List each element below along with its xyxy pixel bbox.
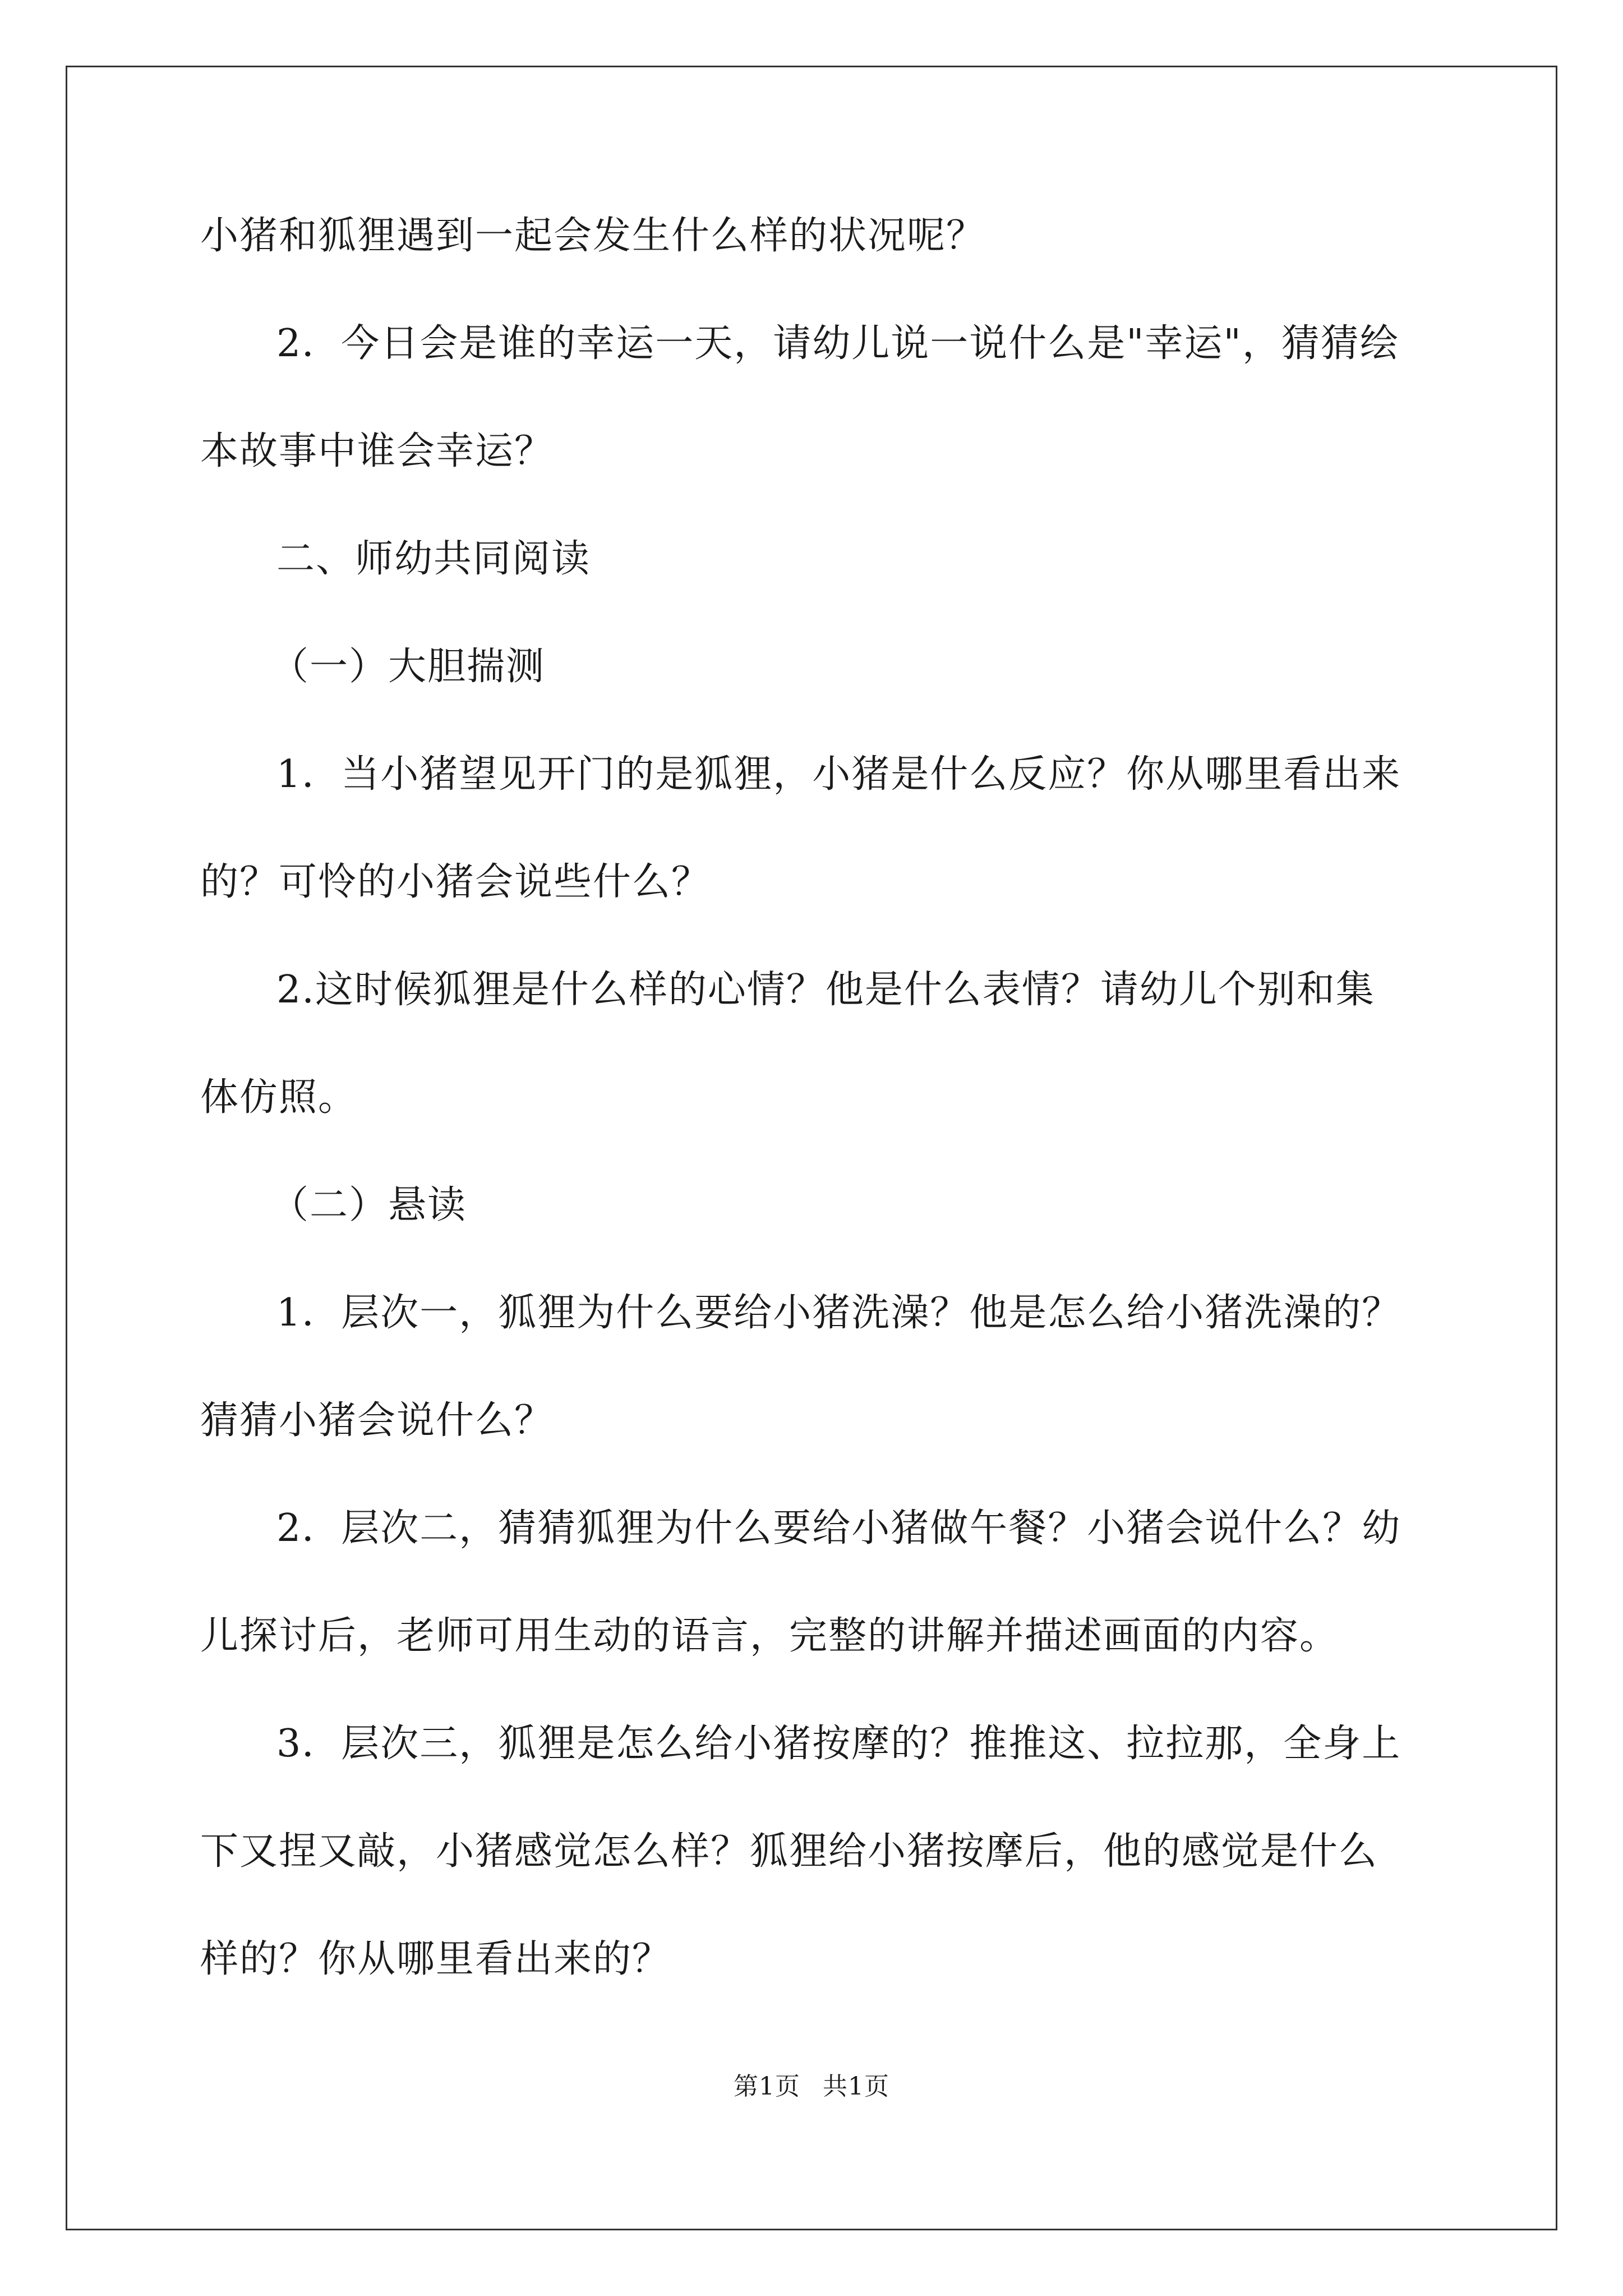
text-line: 1．当小猪望见开门的是狐狸，小猪是什么反应？你从哪里看出来 (276, 752, 1401, 797)
text-line: 样的？你从哪里看出来的？ (200, 1937, 672, 1981)
subsection-heading: （二）悬读 (270, 1183, 467, 1227)
text-line: 体仿照。 (200, 1075, 358, 1120)
text-line: 2.这时候狐狸是什么样的心情？他是什么表情？请幼儿个别和集 (276, 968, 1375, 1012)
page-footer (0, 2070, 1623, 2104)
text-line: 的？可怜的小猪会说些什么？ (200, 860, 711, 904)
text-line: 猜猜小猪会说什么？ (200, 1398, 554, 1443)
text-line: 3．层次三，狐狸是怎么给小猪按摩的？推推这、拉拉那，全身上 (276, 1722, 1401, 1766)
page-number: 第1页 (734, 2072, 800, 2101)
text-line: 小猪和狐狸遇到一起会发生什么样的状况呢？ (200, 214, 986, 258)
text-line: 2．今日会是谁的幸运一天，请幼儿说一说什么是"幸运"，猜猜绘 (276, 321, 1399, 366)
section-heading: 二、师幼共同阅读 (276, 537, 591, 581)
text-line: 1．层次一，狐狸为什么要给小猪洗澡？他是怎么给小猪洗澡的？ (276, 1291, 1401, 1335)
document-body (200, 210, 1484, 1985)
page-total: 共1页 (823, 2072, 889, 2101)
text-line: 下又捏又敲，小猪感觉怎么样？狐狸给小猪按摩后，他的感觉是什么 (200, 1829, 1378, 1874)
text-line: 本故事中谁会幸运？ (200, 429, 554, 473)
text-line: 2．层次二，猜猜狐狸为什么要给小猪做午餐？小猪会说什么？幼 (276, 1506, 1401, 1550)
subsection-heading: （一）大胆揣测 (270, 645, 546, 689)
text-line: 儿探讨后，老师可用生动的语言，完整的讲解并描述画面的内容。 (200, 1614, 1339, 1658)
